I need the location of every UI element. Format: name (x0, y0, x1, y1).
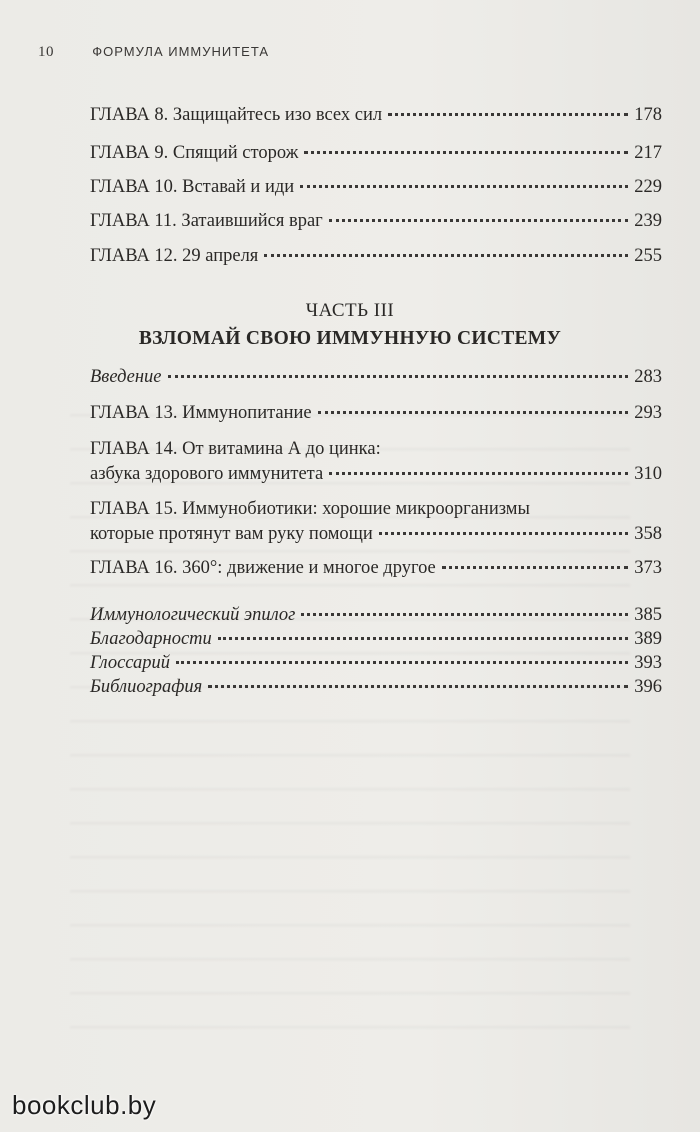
toc-entry-label: Глоссарий (90, 653, 171, 673)
toc-entry[interactable] (90, 556, 662, 581)
leader-dots (176, 661, 628, 664)
toc-entry[interactable] (90, 497, 662, 547)
toc-entry[interactable] (90, 103, 662, 128)
toc-entry[interactable] (90, 603, 662, 628)
toc-entry[interactable] (90, 675, 662, 700)
toc-entry[interactable] (90, 627, 662, 652)
leader-dots (208, 685, 628, 688)
leader-dots (301, 613, 628, 616)
toc-entry-label: Введение (90, 367, 162, 387)
leader-dots (168, 375, 629, 378)
toc-entry[interactable] (90, 244, 662, 269)
leader-dots (304, 151, 628, 154)
toc-entry-page: 178 (634, 105, 662, 125)
page-header (38, 44, 269, 61)
toc-entry-page: 389 (634, 629, 662, 649)
toc-entry-label: ГЛАВА 11. Затаившийся враг (90, 211, 323, 231)
toc-entry-label: ГЛАВА 8. Защищайтесь изо всех сил (90, 105, 383, 125)
leader-dots (379, 532, 628, 535)
leader-dots (218, 637, 628, 640)
toc-entry[interactable] (90, 401, 662, 426)
toc-entry-label-line1: ГЛАВА 15. Иммунобиотики: хорошие микроорганизмы (90, 499, 530, 519)
leader-dots (300, 185, 628, 188)
site-watermark: bookclub.by (12, 1090, 157, 1120)
toc-entry-page: 396 (634, 677, 662, 697)
toc-entry-label: ГЛАВА 16. 360°: движение и многое другое (90, 558, 436, 578)
toc-entry[interactable] (90, 437, 662, 487)
toc-entry-page: 217 (634, 143, 662, 163)
running-title: ФОРМУЛА ИММУНИТЕТА (92, 44, 270, 59)
leader-dots (318, 411, 629, 414)
toc-entry-label: азбука здорового иммунитета (90, 464, 324, 484)
toc-entry-page: 373 (634, 558, 662, 578)
toc-entry-page: 255 (634, 246, 662, 266)
toc-entry-page: 293 (634, 403, 662, 423)
toc-entry-label: ГЛАВА 9. Спящий сторож (90, 143, 299, 163)
page-number: 10 (38, 44, 54, 60)
toc-entry-page: 385 (634, 605, 662, 625)
toc-entry-page: 358 (634, 524, 662, 544)
toc-entry-page: 239 (634, 211, 662, 231)
leader-dots (329, 219, 628, 222)
toc-entry-label: Благодарности (90, 629, 212, 649)
leader-dots (442, 566, 628, 569)
toc-entry[interactable] (90, 651, 662, 676)
toc-entry-label: ГЛАВА 12. 29 апреля (90, 246, 259, 266)
toc-entry-label: ГЛАВА 10. Вставай и иди (90, 177, 295, 197)
part-number: ЧАСТЬ III (305, 300, 395, 321)
toc-entry-page: 229 (634, 177, 662, 197)
leader-dots (264, 254, 628, 257)
toc-entry-page: 393 (634, 653, 662, 673)
toc-entry[interactable] (90, 175, 662, 200)
toc-entry[interactable] (90, 209, 662, 234)
toc-entry-label: Иммунологический эпилог (90, 605, 296, 625)
toc-entry-label-line1: ГЛАВА 14. От витамина А до цинка: (90, 439, 381, 459)
part-title: ВЗЛОМАЙ СВОЮ ИММУННУЮ СИСТЕМУ (138, 328, 562, 349)
toc-entry-page: 283 (634, 367, 662, 387)
leader-dots (388, 113, 628, 116)
toc-entry[interactable] (90, 365, 662, 390)
toc-entry-label: ГЛАВА 13. Иммунопитание (90, 403, 312, 423)
toc-entry-label: которые протянут вам руку помощи (90, 524, 373, 544)
toc-entry-page: 310 (634, 464, 662, 484)
bleed-through-texture (70, 390, 630, 1050)
toc-entry[interactable] (90, 141, 662, 166)
toc-entry-label: Библиография (90, 677, 203, 697)
leader-dots (329, 472, 628, 475)
